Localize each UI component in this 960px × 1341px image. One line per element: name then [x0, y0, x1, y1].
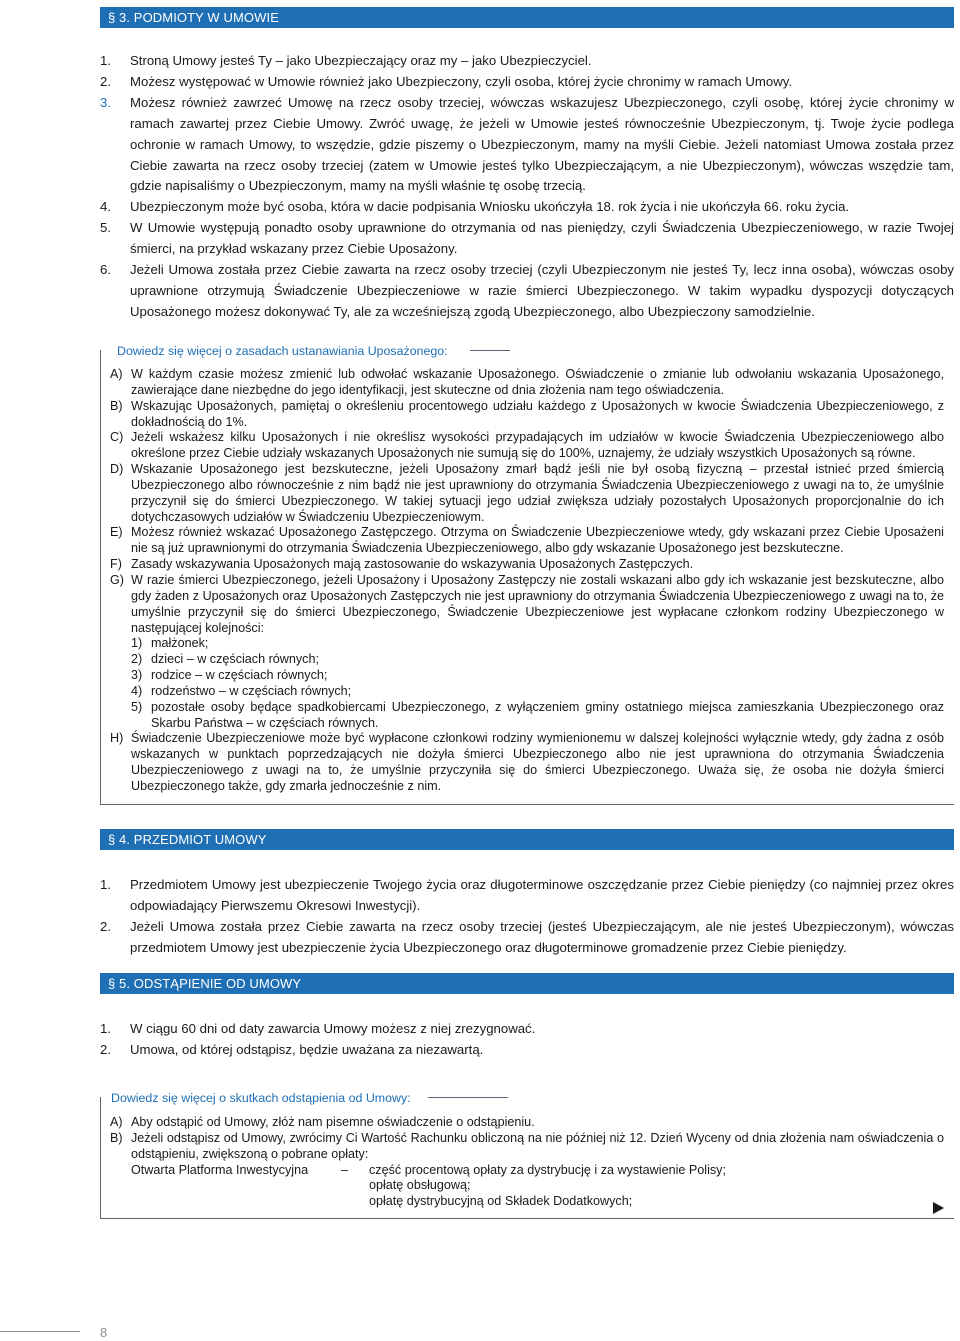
divider: [470, 350, 510, 351]
sub-list: [131, 636, 944, 731]
list-item: 6. Jeżeli Umowa została przez Ciebie zawarta na rzecz osoby trzeciej (czyli Ubezpieczonym nie jesteś Ty, lecz inna osoba), wówczas osoby uprawnione otrzymują Świadczenie Ubezpieczeniowe w razie śmierci Ubezpieczonego. W takim wypadku dyspozycji dotyczących Uposażonego możesz dokonywać Ty, ale za wcześniejszą zgodą Ubezpieczonego, albo Ubezpieczony samodzielnie.: [100, 262, 954, 319]
fee-item: opłatę obsługową;: [369, 1178, 471, 1193]
next-page-arrow-icon[interactable]: [933, 1202, 944, 1214]
section-4-list: [100, 875, 954, 959]
fees-dash: –: [341, 1162, 349, 1177]
list-item: B) Wskazując Uposażonych, pamiętaj o określeniu procentowego udziału każdego z Uposażonych w kwocie Świadczenia Ubezpieczeniowego, z dokładnością do 1%.: [110, 398, 944, 429]
fees-items: [369, 1163, 726, 1211]
more-info-title: Dowiedz się więcej o skutkach odstąpienia od Umowy:: [111, 1091, 411, 1105]
fee-item: opłatę dystrybucyjną od Składek Dodatkowych;: [369, 1194, 633, 1209]
section-5-header: § 5. ODSTĄPIENIE OD UMOWY: [100, 973, 954, 994]
divider: [428, 1097, 508, 1098]
fee-item: część procentową opłaty za dystrybucję i za wystawienie Polisy;: [369, 1162, 726, 1177]
list-item: E) Możesz również wskazać Uposażonego Zastępczego. Otrzyma on Świadczenie Ubezpieczeniowe wtedy, gdy wskazani przez Ciebie Uposażeni nie są już uprawnionymi do otrzymania Świadczenia Ubezpieczeniowego, albo gdy wskazanie Uposażonego jest bezskuteczne.: [110, 525, 944, 556]
sub-list-item: 2) dzieci – w częściach równych;: [131, 652, 319, 667]
list-item: A) W każdym czasie możesz zmienić lub odwołać wskazanie Uposażonego. Oświadczenie o zmianie lub odwołaniu wskazania Uposażonego, zawierające dane niezbędne do jego identyfikacji, jest skuteczne od dnia złożenia nam tego oświadczenia.: [110, 367, 944, 397]
fees-label: Otwarta Platforma Inwestycyjna: [131, 1162, 309, 1177]
list-item: B) Jeżeli odstąpisz od Umowy, zwrócimy Ci Wartość Rachunku obliczoną na nie później niż 12. Dzień Wyceny od dnia złożenia nam oświadczenia o odstąpieniu, zwiększoną o pobrane opłaty: Otwarta Platforma Inwestycyjna – część procentową opłaty za dystrybucję i za wystawienie Polisy; opłatę obsługową; opłatę dystrybucyjną od Składek Dodatkowych;: [110, 1130, 944, 1209]
list-item: 2. Możesz występować w Umowie również jako Ubezpieczony, czyli osoba, której życie chronimy w ramach Umowy.: [100, 73, 793, 89]
list-item: 5. W Umowie występują ponadto osoby uprawnione do otrzymania od nas pieniędzy, czyli Świadczenia Ubezpieczeniowego, w razie Twojej śmierci, na przykład wskazany przez Ciebie Uposażony.: [100, 220, 954, 257]
sub-list-item: 3) rodzice – w częściach równych;: [131, 668, 328, 683]
list-item: C) Jeżeli wskażesz kilku Uposażonych i nie określisz wysokości przypadających im udziałów w kwocie Świadczenia Ubezpieczeniowego albo określone przez Ciebie udziały wskazanych Uposażonych nie sumują się do 100%, uznajemy, że udziały wszystkich Uposażonych są równe.: [110, 430, 944, 461]
list-item: H) Świadczenie Ubezpieczeniowe może być wypłacone członkowi rodziny wymienionemu w dalszej kolejności wyłącznie wtedy, gdy żadna z osób wskazanych w punktach poprzedzających nie dożyła śmierci Ubezpieczonego albo nie jest uprawniona do otrzymania Świadczenia Ubezpieczeniowego z uwagi na to, że umyślnie przyczyniła się do śmierci Ubezpieczonego. Uważa się, że osoba nie dożyła śmierci Ubezpieczonego także, gdy zmarła jednocześnie z nim.: [110, 731, 944, 793]
section-5-list: [100, 1019, 954, 1061]
list-item: A) Aby odstąpić od Umowy, złóż nam pisemne oświadczenie o odstąpieniu.: [110, 1115, 535, 1129]
list-item: 1. Stroną Umowy jesteś Ty – jako Ubezpieczający oraz my – jako Ubezpieczyciel.: [100, 53, 592, 68]
section-3-header: § 3. PODMIOTY W UMOWIE: [100, 7, 954, 28]
list-item: 1. Przedmiotem Umowy jest ubezpieczenie Twojego życia oraz długoterminowe oszczędzanie przez Ciebie pieniędzy (co najmniej przez okres odpowiadający Pierwszemu Okresowi Inwestycji).: [100, 877, 954, 913]
sub-list-item: 1) małżonek;: [131, 636, 209, 651]
list-item: D) Wskazanie Uposażonego jest bezskuteczne, jeżeli Uposażony zmarł bądź jeśli nie był osobą fizyczną – przestał istnieć przed śmiercią Ubezpieczonego albo równocześnie z nim bądź nie jest uprawniony do otrzymania Świadczenia Ubezpieczeniowego z uwagi na to, że umyślnie przyczynił się do śmierci Ubezpieczonego. W takiej sytuacji jego udział zwiększa udziały pozostałych Uposażonych proporcjonalnie do ich dotychczasowych udziałów w Świadczeniu Ubezpieczeniowym.: [110, 462, 944, 524]
list-item: 2. Umowa, od której odstąpisz, będzie uważana za niezawartą.: [100, 1041, 484, 1057]
sub-list-item: 5) pozostałe osoby będące spadkobiercami Ubezpieczonego, z wyłączeniem gminy ostatniego miejsca zamieszkania Ubezpieczonego oraz Skarbu Państwa – w częściach równych.: [131, 699, 944, 730]
footer-divider: [0, 1331, 80, 1332]
info-list: [110, 367, 944, 795]
section-4-header: § 4. PRZEDMIOT UMOWY: [100, 829, 954, 850]
list-item: G) W razie śmierci Ubezpieczonego, jeżeli Uposażony i Uposażony Zastępczy nie zostali wskazani albo gdy ich wskazanie jest bezskuteczne, albo gdy żaden z Uposażonych oraz Uposażonych Zastępczych nie jest uprawniony do otrzymania Świadczenia Ubezpieczeniowego z uwagi na to, że umyślnie przyczynił się do śmierci Ubezpieczonego, Świadczenie Ubezpieczeniowe jest wypłacane członkom rodziny Ubezpieczonego w następującej kolejności: 1) małżonek; 2) dzieci – w częściach równych; 3) rodzice – w częściach równych; 4) rodzeństwo – w częściach równych; 5) pozostałe osoby będące spadkobiercami Ubezpieczonego, z wyłączeniem gminy ostatniego miejsca zamieszkania Ubezpieczonego oraz Skarbu Państwa – w częściach równych.: [110, 572, 944, 730]
info-list: [110, 1115, 944, 1210]
page-number: 8: [100, 1325, 108, 1340]
list-item: 2. Jeżeli Umowa została przez Ciebie zawarta na rzecz osoby trzeciej (jesteś Ubezpieczającym, ale nie jesteś Ubezpieczonym), wówczas przedmiotem Umowy jest ubezpieczenie życia Ubezpieczonego oraz długoterminowe gromadzenie przez Ciebie pieniędzy.: [100, 918, 954, 955]
fees-table: [131, 1163, 944, 1211]
list-item: 1. W ciągu 60 dni od daty zawarcia Umowy możesz z niej zrezygnować.: [100, 1021, 536, 1036]
list-item: F) Zasady wskazywania Uposażonych mają zastosowanie do wskazywania Uposażonych Zastępczych.: [110, 557, 694, 572]
list-item: 4. Ubezpieczonym może być osoba, która w dacie podpisania Wniosku ukończyła 18. rok życia i nie ukończyła 66. roku życia.: [100, 199, 850, 215]
sub-list-item: 4) rodzeństwo – w częściach równych;: [131, 683, 352, 698]
list-item: 3. Możesz również zawrzeć Umowę na rzecz osoby trzeciej, wówczas wskazujesz Ubezpieczonego, czyli osobę, której życie chronimy w ramach zawartej przez Ciebie Umowy. Zwróć uwagę, że jeżeli w Umowie jesteś równocześnie Ubezpieczonym, tj. Twoje życie podlega ochronie w ramach Umowy, to wszędzie, gdzie piszemy o Ubezpieczonym, mamy na myśli Ciebie. Jeżeli natomiast Umowa została przez Ciebie zawarta na rzecz osoby trzeciej (zatem w Umowie jesteś tylko Ubezpieczającym, a nie Ubezpieczonym), wówczas wszędzie tam, gdzie napisaliśmy o Ubezpieczonym, mamy na myśli właśnie tę osobę trzecią.: [100, 94, 954, 194]
more-info-title: Dowiedz się więcej o zasadach ustanawiania Uposażonego:: [117, 344, 448, 358]
section-3-list: [100, 51, 954, 323]
